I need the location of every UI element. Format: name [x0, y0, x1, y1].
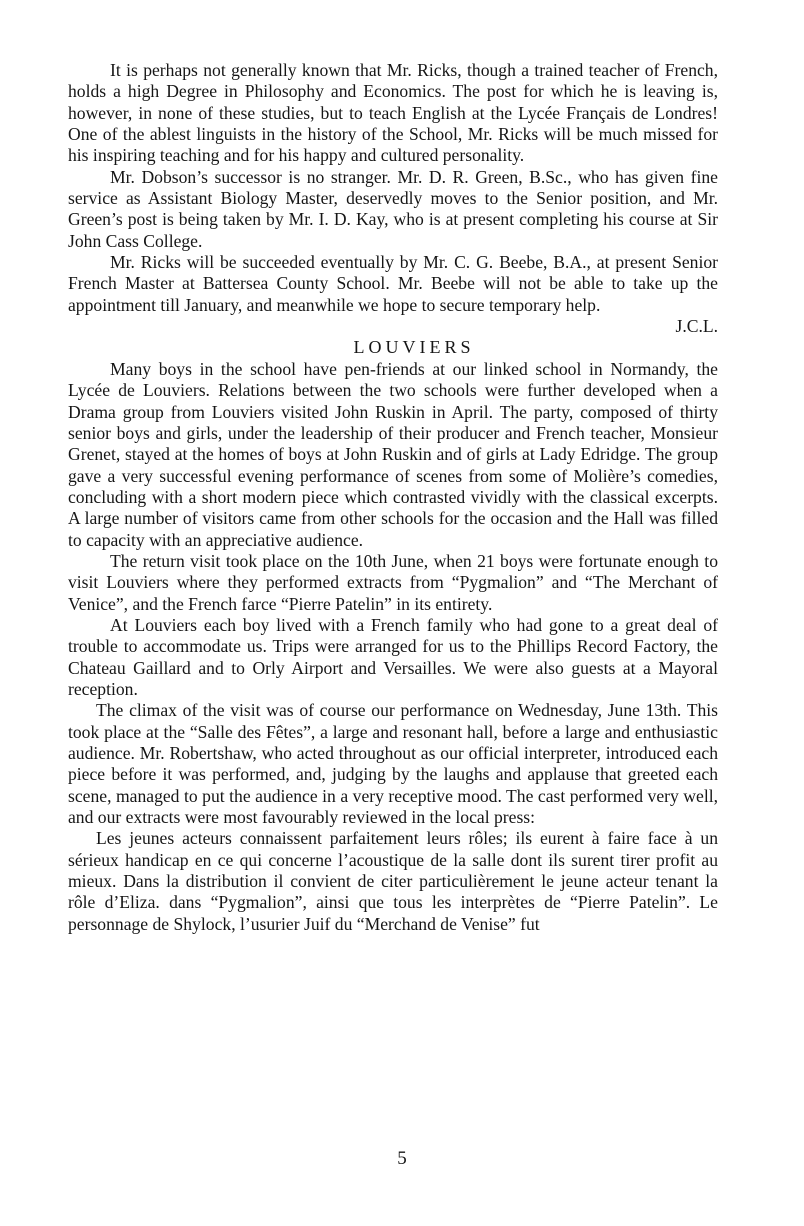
- paragraph: It is perhaps not generally known that Mr. Ricks, though a trained teacher of French, holds a high Degree in Philosophy and Economics. The post for which he is leaving is, however, in none of these studies, but to teach English at the Lycée Français de Londres! One of the ablest linguists in the history of the School, Mr. Ricks will be much missed for his inspiring teaching and for his happy and cultured personality.: [68, 60, 718, 166]
- press-quote: Les jeunes acteurs connaissent parfaitement leurs rôles; ils eurent à faire face à un sérieux handicap en ce qui concerne l’acoustique de la salle dont ils surent tirer profit au mieux. Dans la distribution il convient de citer particulièrement le jeune acteur tenant la rôle d’Eliza. dans “Pygmalion”, ainsi que tous les interprètes de “Pierre Patelin”. Le personnage de Shylock, l’usurier Juif du “Merchand de Venise” fut: [68, 828, 718, 934]
- paragraph: Mr. Ricks will be succeeded eventually by Mr. C. G. Beebe, B.A., at present Senior French Master at Battersea County School. Mr. Beebe will not be able to take up the appointment till January, and meanwhile we hope to secure temporary help.: [68, 252, 718, 315]
- paragraph: At Louviers each boy lived with a French family who had gone to a great deal of trouble to accommodate us. Trips were arranged for us to the Phillips Record Factory, the Chateau Gaillard and to Orly Airport and Versailles. We were also guests at a Mayoral reception.: [68, 614, 718, 699]
- paragraph: Mr. Dobson’s successor is no stranger. Mr. D. R. Green, B.Sc., who has given fine service as Assistant Biology Master, deservedly moves to the Senior position, and Mr. Green’s post is being taken by Mr. I. D. Kay, who is at present completing his course at Sir John Cass College.: [68, 166, 718, 251]
- paragraph: Many boys in the school have pen-friends at our linked school in Normandy, the Lycée de Louviers. Relations between the two schools were further developed when a Drama group from Louviers visited John Ruskin in April. The party, composed of thirty senior boys and girls, under the leadership of their producer and French teacher, Monsieur Grenet, stayed at the homes of boys at John Ruskin and of girls at Lady Edridge. The group gave a very successful evening performance of scenes from some of Molière’s comedies, concluding with a short modern piece which contrasted vividly with the classical excerpts. A large number of visitors came from other schools for the occasion and the Hall was filled to capacity with an appreciative audience.: [68, 358, 718, 550]
- article-louviers: [68, 337, 718, 935]
- page-number: 5: [397, 1148, 407, 1169]
- article-staff-changes: [68, 60, 718, 337]
- page-body: [68, 60, 718, 935]
- section-heading: LOUVIERS: [353, 337, 475, 358]
- paragraph: The return visit took place on the 10th June, when 21 boys were fortunate enough to visit Louviers where they performed extracts from “Pygmalion” and “The Merchant of Venice”, and the French farce “Pierre Patelin” in its entirety.: [68, 550, 718, 614]
- paragraph: The climax of the visit was of course our performance on Wednesday, June 13th. This took place at the “Salle des Fêtes”, a large and resonant hall, before a large and enthusiastic audience. Mr. Robertshaw, who acted throughout as our official interpreter, introduced each piece before it was performed, and, judging by the laughs and applause that greeted each scene, managed to put the audience in a very receptive mood. The cast performed very well, and our extracts were most favourably reviewed in the local press:: [68, 700, 718, 828]
- author-initials: J.C.L.: [675, 316, 718, 337]
